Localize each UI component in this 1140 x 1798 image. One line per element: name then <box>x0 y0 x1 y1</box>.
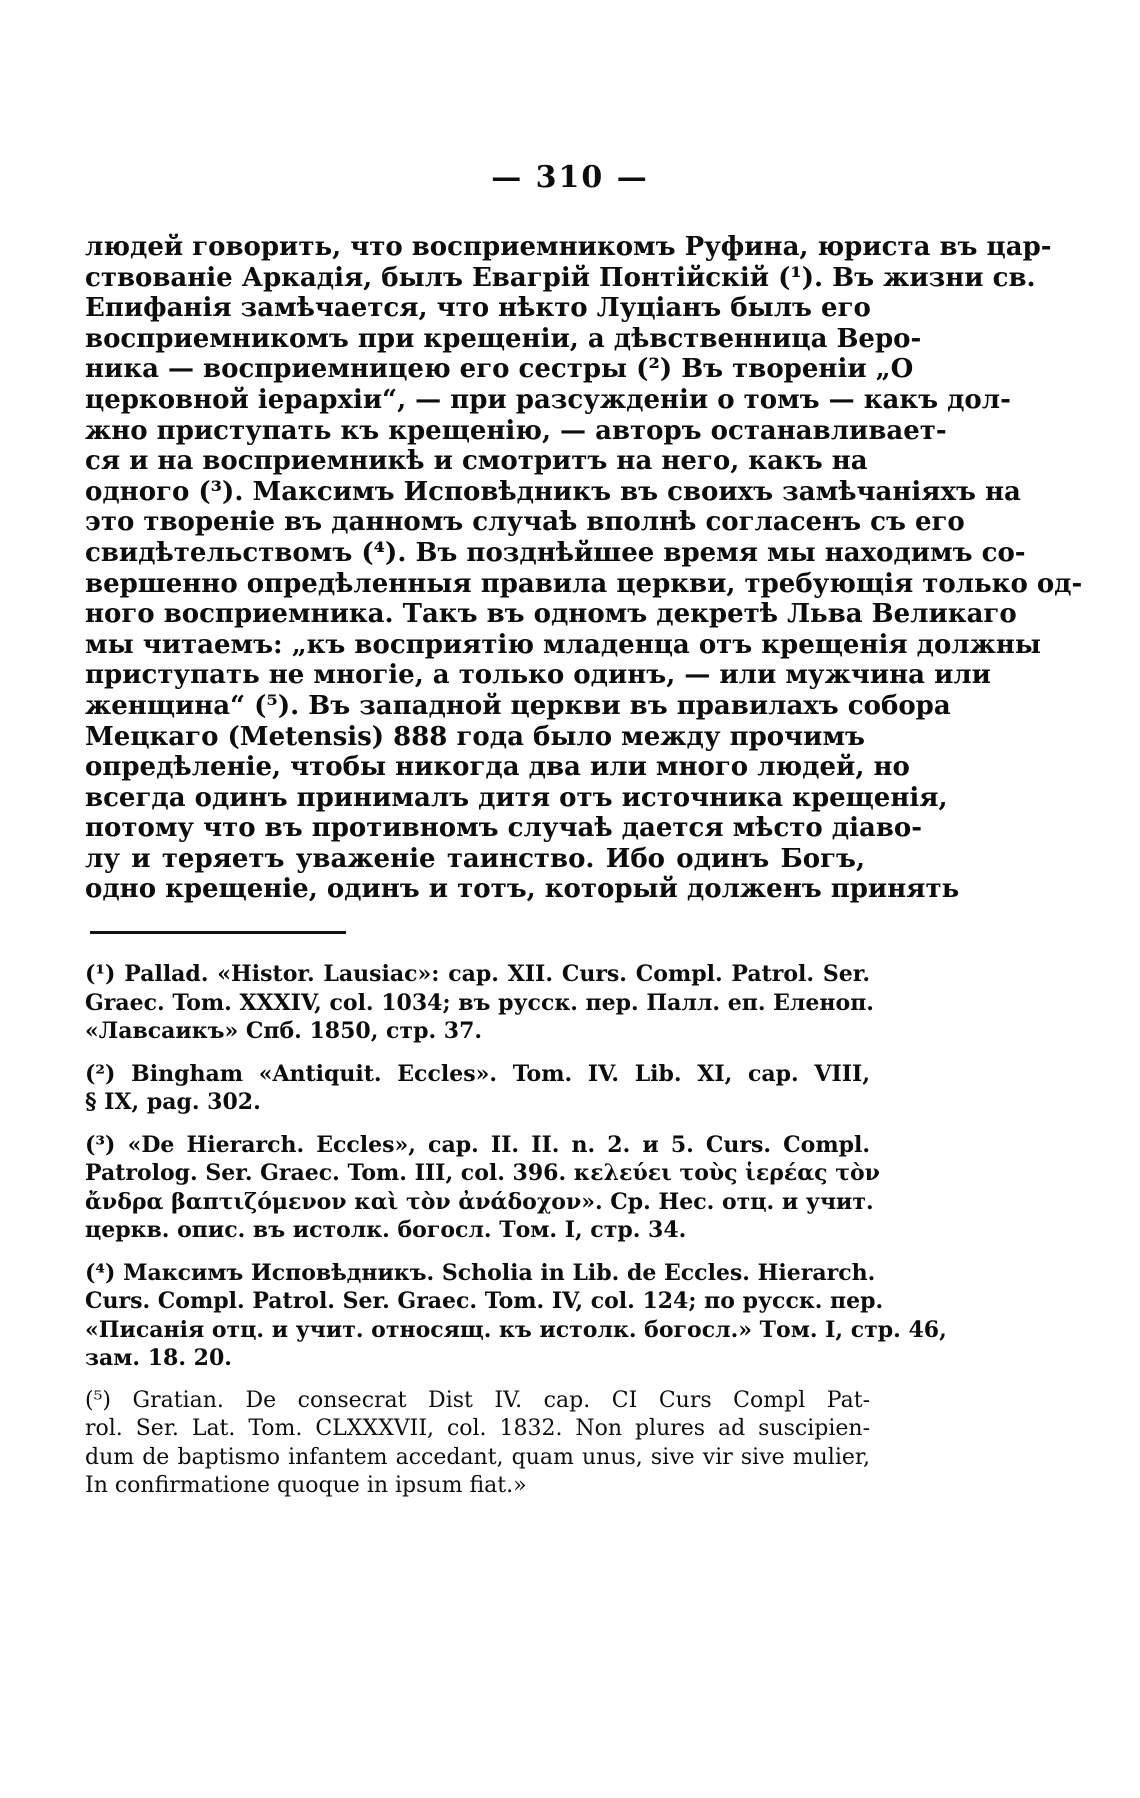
footnote-rule <box>90 931 346 934</box>
footnote-line: dum de baptismo infantem accedant, quam unus, sive vir sive mulier, <box>85 1444 870 1470</box>
footnote-line: ἄνδρα βαπτιζόμενον καὶ τὸν ἀνάδοχον». Ср. Нес. отц. и учит. <box>85 1188 874 1215</box>
main-text <box>85 232 1083 905</box>
footnote-line: (²) Bingham «Antiquit. Eccles». Tom. IV. Lib. XI, cap. VIII, <box>85 1060 870 1087</box>
footnote-line: In confirmatione quoque in ipsum fiat.» <box>85 1473 527 1498</box>
body-line: Мецкаго (Metensis) 888 года было между прочимъ <box>85 721 865 752</box>
footnote <box>85 960 874 1046</box>
body-line: жно приступать къ крещенію, — авторъ останавливает- <box>85 415 947 446</box>
body-line: всегда одинъ принималъ дитя отъ источника крещенія, <box>85 782 948 813</box>
body-line: опредѣленіе, чтобы никогда два или много людей, но <box>85 752 910 783</box>
body-line: мы читаемъ: „къ восприятію младенца отъ крещенія должны <box>85 629 1041 660</box>
body-line: потому что въ противномъ случаѣ дается мѣсто діаво- <box>85 813 923 844</box>
footnote-line: церкв. опис. въ истолк. богосл. Том. I, стр. 34. <box>85 1217 687 1243</box>
footnote-line: (¹) Pallad. «Histor. Lausiac»: cap. XII. Curs. Compl. Patrol. Ser. <box>85 961 870 987</box>
footnote-line: (⁵) Gratian. De consecrat Dist IV. cap. CI Curs Compl Pat- <box>85 1387 870 1413</box>
body-line: ника — восприемницею его сестры (²) Въ твореніи „О <box>85 354 914 385</box>
footnote-line: зам. 18. 20. <box>85 1345 232 1371</box>
footnote-line: Curs. Compl. Patrol. Ser. Graec. Tom. IV, col. 124; по русск. пер. <box>85 1288 884 1314</box>
footnote-line: § IX, pag. 302. <box>85 1089 261 1115</box>
body-line: восприемникомъ при крещеніи, а дѣвственница Веро- <box>85 323 922 354</box>
footnotes <box>85 960 947 1515</box>
body-line: лу и теряетъ уваженіе таинство. Ибо одинъ Богъ, <box>85 843 865 874</box>
body-line: одного (³). Максимъ Исповѣдникъ въ своихъ замѣчаніяхъ на <box>85 476 1021 507</box>
body-line: церковной іерархіи“, — при разсужденіи о томъ — какъ дол- <box>85 384 1011 415</box>
body-line: приступать не многіе, а только одинъ, — или мужчина или <box>85 660 991 691</box>
body-line: вершенно опредѣленныя правила церкви, требующія только од- <box>85 568 1083 599</box>
footnote-line: Patrolog. Ser. Graec. Tom. III, col. 396. κελεύει τοὺς ἱερέας τὸν <box>85 1160 880 1186</box>
body-line: ного восприемника. Такъ въ одномъ декретѣ Льва Великаго <box>85 599 1017 630</box>
footnote-line: rol. Ser. Lat. Tom. CLXXXVII, col. 1832. Non plures ad suscipien- <box>85 1416 870 1441</box>
footnote <box>85 1131 880 1245</box>
body-line: это твореніе въ данномъ случаѣ вполнѣ согласенъ съ его <box>85 507 965 538</box>
body-line: Епифанія замѣчается, что нѣкто Луціанъ былъ его <box>85 293 871 324</box>
footnote-line: «Писанія отц. и учит. относящ. къ истолк. богосл.» Том. I, стр. 46, <box>85 1316 947 1343</box>
body-line: женщина“ (⁵). Въ западной церкви въ правилахъ собора <box>85 690 951 721</box>
footnote <box>85 1259 947 1373</box>
body-line: одно крещеніе, одинъ и тотъ, который долженъ принять <box>85 874 960 905</box>
footnote-line: (⁴) Максимъ Исповѣдникъ. Scholia in Lib. de Eccles. Hierarch. <box>85 1259 876 1286</box>
footnote-line: (³) «De Hierarch. Eccles», cap. II. II. n. 2. и 5. Curs. Compl. <box>85 1131 870 1158</box>
footnote-line: Graec. Tom. XXXIV, col. 1034; въ русск. пер. Палл. еп. Еленоп. <box>85 989 874 1016</box>
body-line: свидѣтельствомъ (⁴). Въ позднѣйшее время мы находимъ со- <box>85 537 1026 568</box>
body-line: ся и на восприемникѣ и смотритъ на него, какъ на <box>85 446 868 477</box>
body-line: людей говорить, что восприемникомъ Руфина, юриста въ цар- <box>85 232 1052 262</box>
page-number: — 310 — <box>491 160 649 195</box>
footnote <box>85 1060 870 1117</box>
footnote <box>85 1387 870 1501</box>
body-line: ствованіе Аркадія, былъ Евагрій Понтійскій (¹). Въ жизни св. <box>85 262 1036 293</box>
footnote-line: «Лавсаикъ» Спб. 1850, стр. 37. <box>85 1018 483 1044</box>
